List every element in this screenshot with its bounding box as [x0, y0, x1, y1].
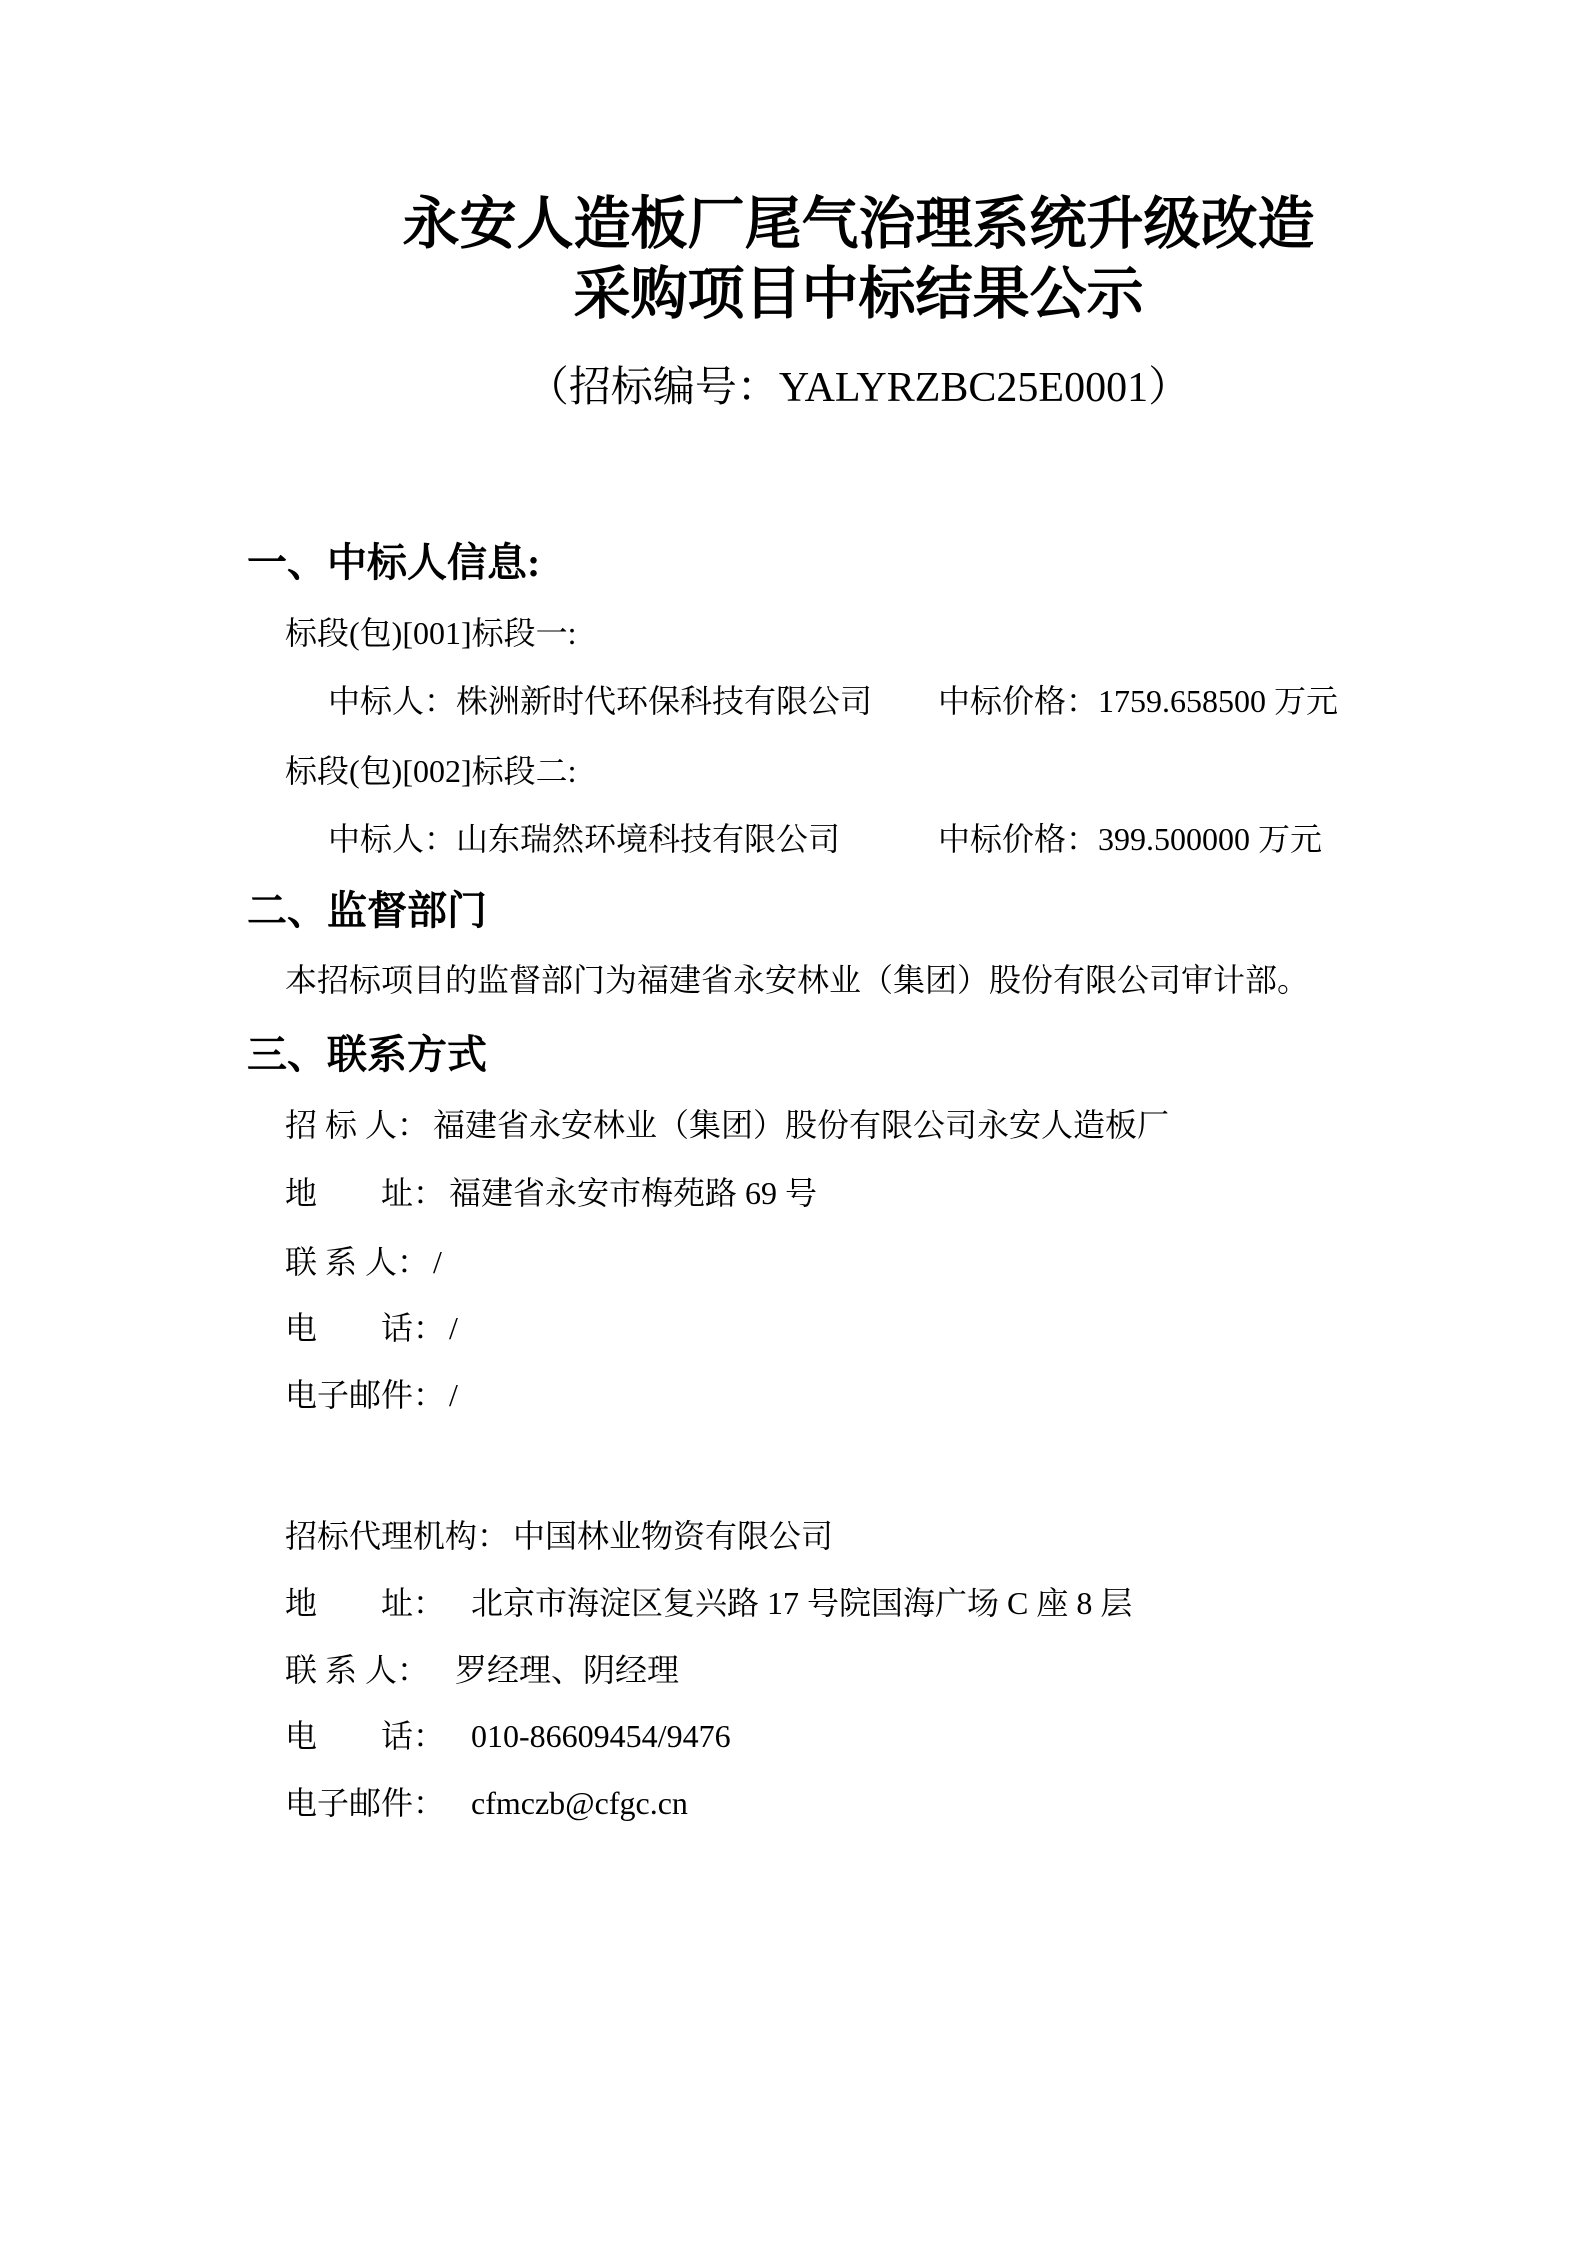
- supervision-department-text: 本招标项目的监督部门为福建省永安林业（集团）股份有限公司审计部。: [285, 962, 1310, 998]
- agency-address-value: 北京市海淀区复兴路 17 号院国海广场 C 座 8 层: [471, 1585, 1133, 1621]
- agency-phone-row: [285, 1716, 731, 1756]
- agency-email-value: cfmczb@cfgc.cn: [471, 1785, 688, 1821]
- bidder-contact-person-label: 联 系 人：: [285, 1244, 430, 1280]
- document-title-line-1: 永安人造板厂尾气治理系统升级改造: [402, 193, 1315, 256]
- section-1-heading: 一、中标人信息:: [247, 540, 541, 585]
- bidder-contact-person-value: /: [433, 1244, 442, 1280]
- agency-name-label: 招标代理机构：: [285, 1518, 510, 1554]
- agency-phone-value: 010-86609454/9476: [471, 1718, 731, 1754]
- lot-2-winner-name: 中标人：山东瑞然环境科技有限公司: [328, 821, 841, 857]
- agency-name-row: [285, 1516, 833, 1556]
- lot-1-winner-price: 中标价格：1759.658500 万元: [938, 683, 1339, 719]
- document-title-line-2: 采购项目中标结果公示: [573, 263, 1144, 326]
- agency-email-label: 电子邮件：: [285, 1785, 446, 1821]
- bidder-address-label: 地 址：: [285, 1175, 446, 1211]
- lot-2-winner-price: 中标价格：399.500000 万元: [938, 821, 1323, 857]
- bidder-email-label: 电子邮件：: [285, 1377, 446, 1413]
- agency-contact-person-label: 联 系 人：: [285, 1652, 430, 1688]
- bidder-phone-label: 电 话：: [285, 1310, 446, 1346]
- bidder-name-row: [285, 1105, 1169, 1145]
- section-2-heading: 二、监督部门: [247, 888, 487, 933]
- bidder-email-value: /: [449, 1377, 458, 1413]
- bidder-address-value: 福建省永安市梅苑路 69 号: [449, 1175, 818, 1211]
- bidder-address-row: [285, 1173, 817, 1213]
- bidder-contact-person-row: [285, 1242, 442, 1282]
- agency-contact-person-row: [285, 1650, 679, 1690]
- bidder-phone-row: [285, 1308, 458, 1348]
- agency-name-value: 中国林业物资有限公司: [513, 1518, 834, 1554]
- lot-1-label: 标段(包)[001]标段一:: [285, 615, 577, 651]
- agency-phone-label: 电 话：: [285, 1718, 446, 1754]
- bidder-name-value: 福建省永安林业（集团）股份有限公司永安人造板厂: [433, 1107, 1170, 1143]
- bidder-email-row: [285, 1375, 458, 1415]
- agency-address-row: [285, 1583, 1132, 1623]
- section-3-heading: 三、联系方式: [247, 1032, 487, 1077]
- bid-number-line: （招标编号：YALYRZBC25E0001）: [526, 365, 1191, 411]
- agency-address-label: 地 址：: [285, 1585, 446, 1621]
- bidder-phone-value: /: [449, 1310, 458, 1346]
- lot-1-winner-name: 中标人：株洲新时代环保科技有限公司: [328, 683, 873, 719]
- lot-2-label: 标段(包)[002]标段二:: [285, 753, 577, 789]
- agency-email-row: [285, 1783, 688, 1823]
- bidder-name-label: 招 标 人：: [285, 1107, 430, 1143]
- agency-contact-person-value: 罗经理、阴经理: [455, 1652, 680, 1688]
